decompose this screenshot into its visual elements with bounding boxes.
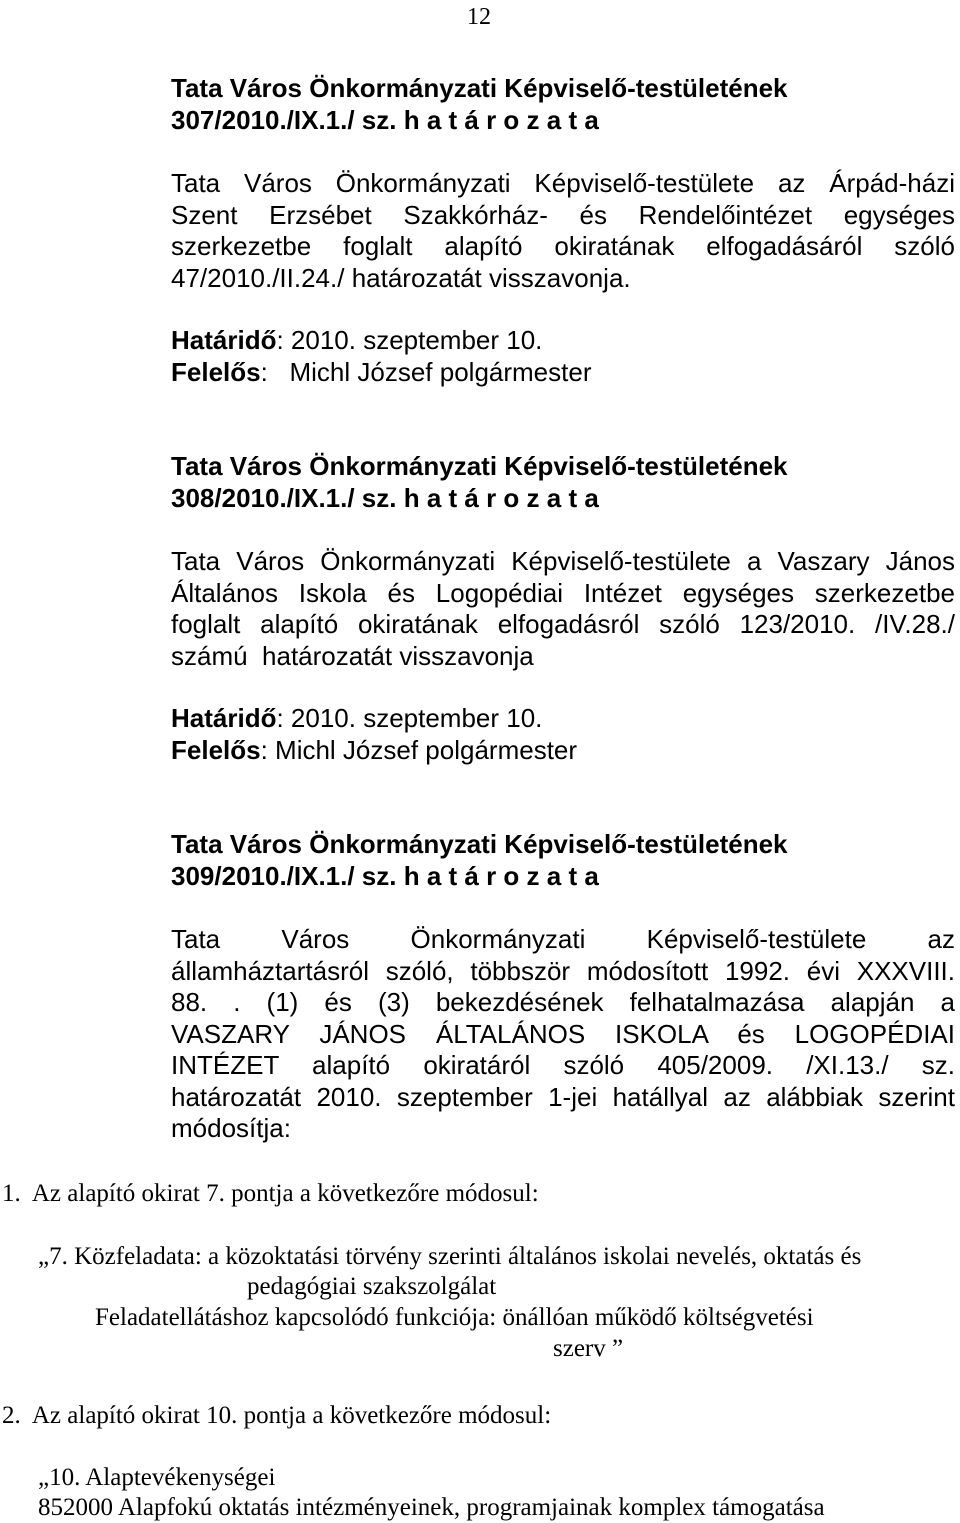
deadline: Határidő: 2010. szeptember 10.: [171, 703, 543, 733]
body-line: 88. . (1) és (3) bekezdésének felhatalmazása alapján a: [171, 987, 955, 1017]
responsible: Felelős: Michl József polgármester: [171, 734, 578, 765]
resolution-number: 307/2010./IX.1./ sz. h a t á r o z a t a: [171, 104, 599, 135]
resolution-307-body: [171, 168, 955, 294]
responsible: Felelős: Michl József polgármester: [171, 356, 592, 387]
amendment-1-quote-line: szerv ”: [553, 1335, 624, 1362]
deadline: Határidő: 2010. szeptember 10.: [171, 325, 543, 355]
body-line: Tata Város Önkormányzati Képviselő-testülete az Árpád-házi: [171, 168, 955, 198]
resolution-308: [171, 451, 955, 514]
body-line: 47/2010./II.24./ határozatát visszavonja.: [171, 262, 631, 293]
body-line: határozatát 2010. szeptember 1-jei hatállyal az alábbiak szerint: [171, 1081, 955, 1112]
resolution-heading: Tata Város Önkormányzati Képviselő-testületének: [171, 73, 788, 103]
resolution-number: 309/2010./IX.1./ sz. h a t á r o z a t a: [171, 860, 599, 891]
resolution-308-body: [171, 546, 955, 672]
body-line: szerkezetbe foglalt alapító okiratának elfogadásáról szóló: [171, 231, 955, 261]
amendment-1-quote-line: Feladatellátáshoz kapcsolódó funkciója: önállóan működő költségvetési: [95, 1304, 814, 1331]
body-line: számú határozatát visszavonja: [171, 640, 534, 671]
resolution-number: 308/2010./IX.1./ sz. h a t á r o z a t a: [171, 482, 599, 513]
body-line: VASZARY JÁNOS ÁLTALÁNOS ISKOLA és LOGOPÉDIAI: [171, 1018, 955, 1049]
resolution-307: [171, 73, 955, 136]
amendment-item-1: 1. Az alapító okirat 7. pontja a következőre módosul:: [2, 1180, 539, 1207]
resolution-309-body: [171, 924, 955, 1145]
body-line: módosítja:: [171, 1113, 291, 1143]
amendment-1-quote-line: „7. Közfeladata: a közoktatási törvény szerinti általános iskolai nevelés, oktatás és: [38, 1243, 862, 1270]
page-number: 12: [467, 4, 491, 30]
amendment-2-quote-line: „10. Alaptevékenységei: [38, 1464, 276, 1491]
body-line: Általános Iskola és Logopédiai Intézet egységes szerkezetbe: [171, 577, 955, 608]
body-line: INTÉZET alapító okiratáról szóló 405/2009. /XI.13./ sz.: [171, 1050, 955, 1080]
resolution-309: [171, 829, 955, 892]
resolution-heading: Tata Város Önkormányzati Képviselő-testületének: [171, 829, 788, 859]
body-line: Tata Város Önkormányzati Képviselő-testülete az: [171, 924, 955, 954]
resolution-307-meta: [171, 325, 955, 388]
body-line: foglalt alapító okiratának elfogadásról szóló 123/2010. /IV.28./: [171, 609, 955, 639]
resolution-heading: Tata Város Önkormányzati Képviselő-testületének: [171, 451, 788, 481]
body-line: Szent Erzsébet Szakkórház- és Rendelőintézet egységes: [171, 199, 955, 230]
body-line: Tata Város Önkormányzati Képviselő-testülete a Vaszary János: [171, 546, 955, 576]
amendment-item-2: 2. Az alapító okirat 10. pontja a következőre módosul:: [2, 1402, 552, 1429]
body-line: államháztartásról szóló, többször módosított 1992. évi XXXVIII.: [171, 955, 955, 986]
amendment-2-quote-line: 852000 Alapfokú oktatás intézményeinek, programjainak komplex támogatása: [38, 1494, 825, 1521]
amendment-1-quote-line: pedagógiai szakszolgálat: [247, 1273, 497, 1300]
resolution-308-meta: [171, 703, 955, 766]
